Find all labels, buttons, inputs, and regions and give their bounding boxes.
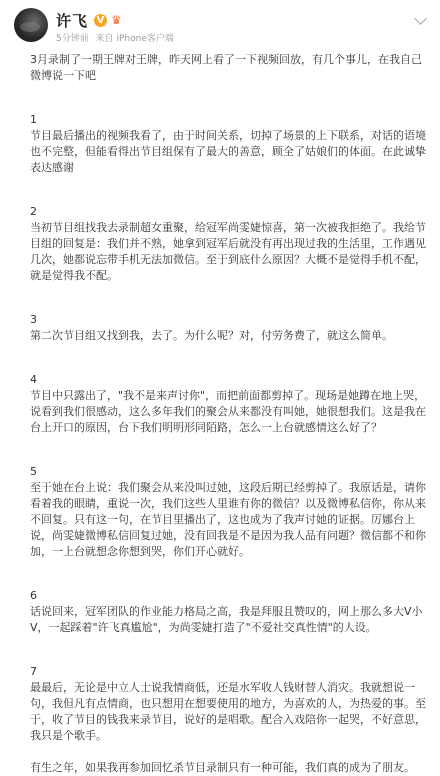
section-number: 4	[30, 373, 37, 386]
section-number: 1	[30, 113, 37, 126]
section-text: 节目最后播出的视频我看了，由于时间关系，切掉了场景的上下联系，对话的语境也不完整，但能看得出节目组保有了最大的善意，顾全了姑娘们的体面。在此诚挚表达感谢	[30, 129, 426, 174]
chevron-down-icon[interactable]	[414, 12, 427, 25]
section-text: 最最后，无论是中立人士说我情商低，还是水军收人钱财替人消灾。我就想说一句，我但凡有点情商，也只想用在想要使用的地方，为喜欢的人，为热爱的事。至于，收了节目的钱我来录节目，说好的是唱歌。配合入戏陪你一起哭，不好意思，我只是个歌手。	[30, 681, 426, 742]
name-row	[56, 10, 122, 31]
post-source: 来自 iPhone客户端	[95, 34, 174, 44]
section-number: 6	[30, 589, 37, 602]
section-text: 节目中只露出了，"我不是来声讨你"，而把前面都剪掉了。现场是她蹲在地上哭，说看到我们很感动，这么多年我们的聚会从来都没有叫她，她很想我们。这是我在台上开口的原因，台下我们明明形同陌路，怎么一上台就感情这么好了？	[30, 389, 426, 434]
section-text: 话说回来，冠军团队的作业能力格局之高，我是拜服且赞叹的，网上那么多大V小V，一起踩着"许飞真尴尬"，为尚雯婕打造了"不爱社交真性情"的人设。	[30, 605, 423, 634]
username[interactable]: 许飞	[56, 12, 89, 30]
post-outro: 有生之年，如果我再参加回忆杀节目录制只有一种可能，我们真的成为了朋友。	[30, 761, 415, 774]
section-number: 5	[30, 465, 37, 478]
crown-icon: ♛	[111, 13, 122, 27]
post-time: 5分钟前	[56, 34, 89, 44]
section-text: 至于她在台上说：我们聚会从来没叫过她，这段后期已经剪掉了。我原话是，请你看着我的眼睛，重说一次，我们这些人里谁有你的微信？以及微博私信你，你从来不回复。只有这一句，在节目里播出了，这也成为了我声讨她的证据。厉娜台上说，尚雯婕微博私信回复过她，没有回我是不是因为我人品有问题？微信都不和你加，一上台就想念你想到哭，你们开心就好。	[30, 481, 426, 558]
section-number: 7	[30, 665, 37, 678]
verified-badge-icon: V	[94, 14, 107, 27]
avatar-image-detail	[20, 22, 40, 32]
post-meta	[56, 31, 174, 44]
avatar[interactable]	[14, 8, 48, 42]
section-text: 当初节目组找我去录制超女重聚，给冠军尚雯婕惊喜，第一次被我拒绝了。我给节目组的回复是：我们并不熟，她拿到冠军后就没有再出现过我的生活里，工作遇见几次，她都说忘带手机无法加微信。至于到底什么原因？大概不是觉得手机不配，就是觉得我不配。	[30, 221, 426, 282]
post-intro: 3月录制了一期王牌对王牌，昨天网上看了一下视频回放，有几个事儿，在我自己微博说一下吧	[30, 53, 422, 82]
post-body	[30, 52, 430, 776]
section-number: 2	[30, 205, 37, 218]
section-number: 3	[30, 313, 37, 326]
section-text: 第二次节目组又找到我，去了。为什么呢？对，付劳务费了，就这么简单。	[30, 329, 393, 342]
post-header	[0, 0, 440, 52]
